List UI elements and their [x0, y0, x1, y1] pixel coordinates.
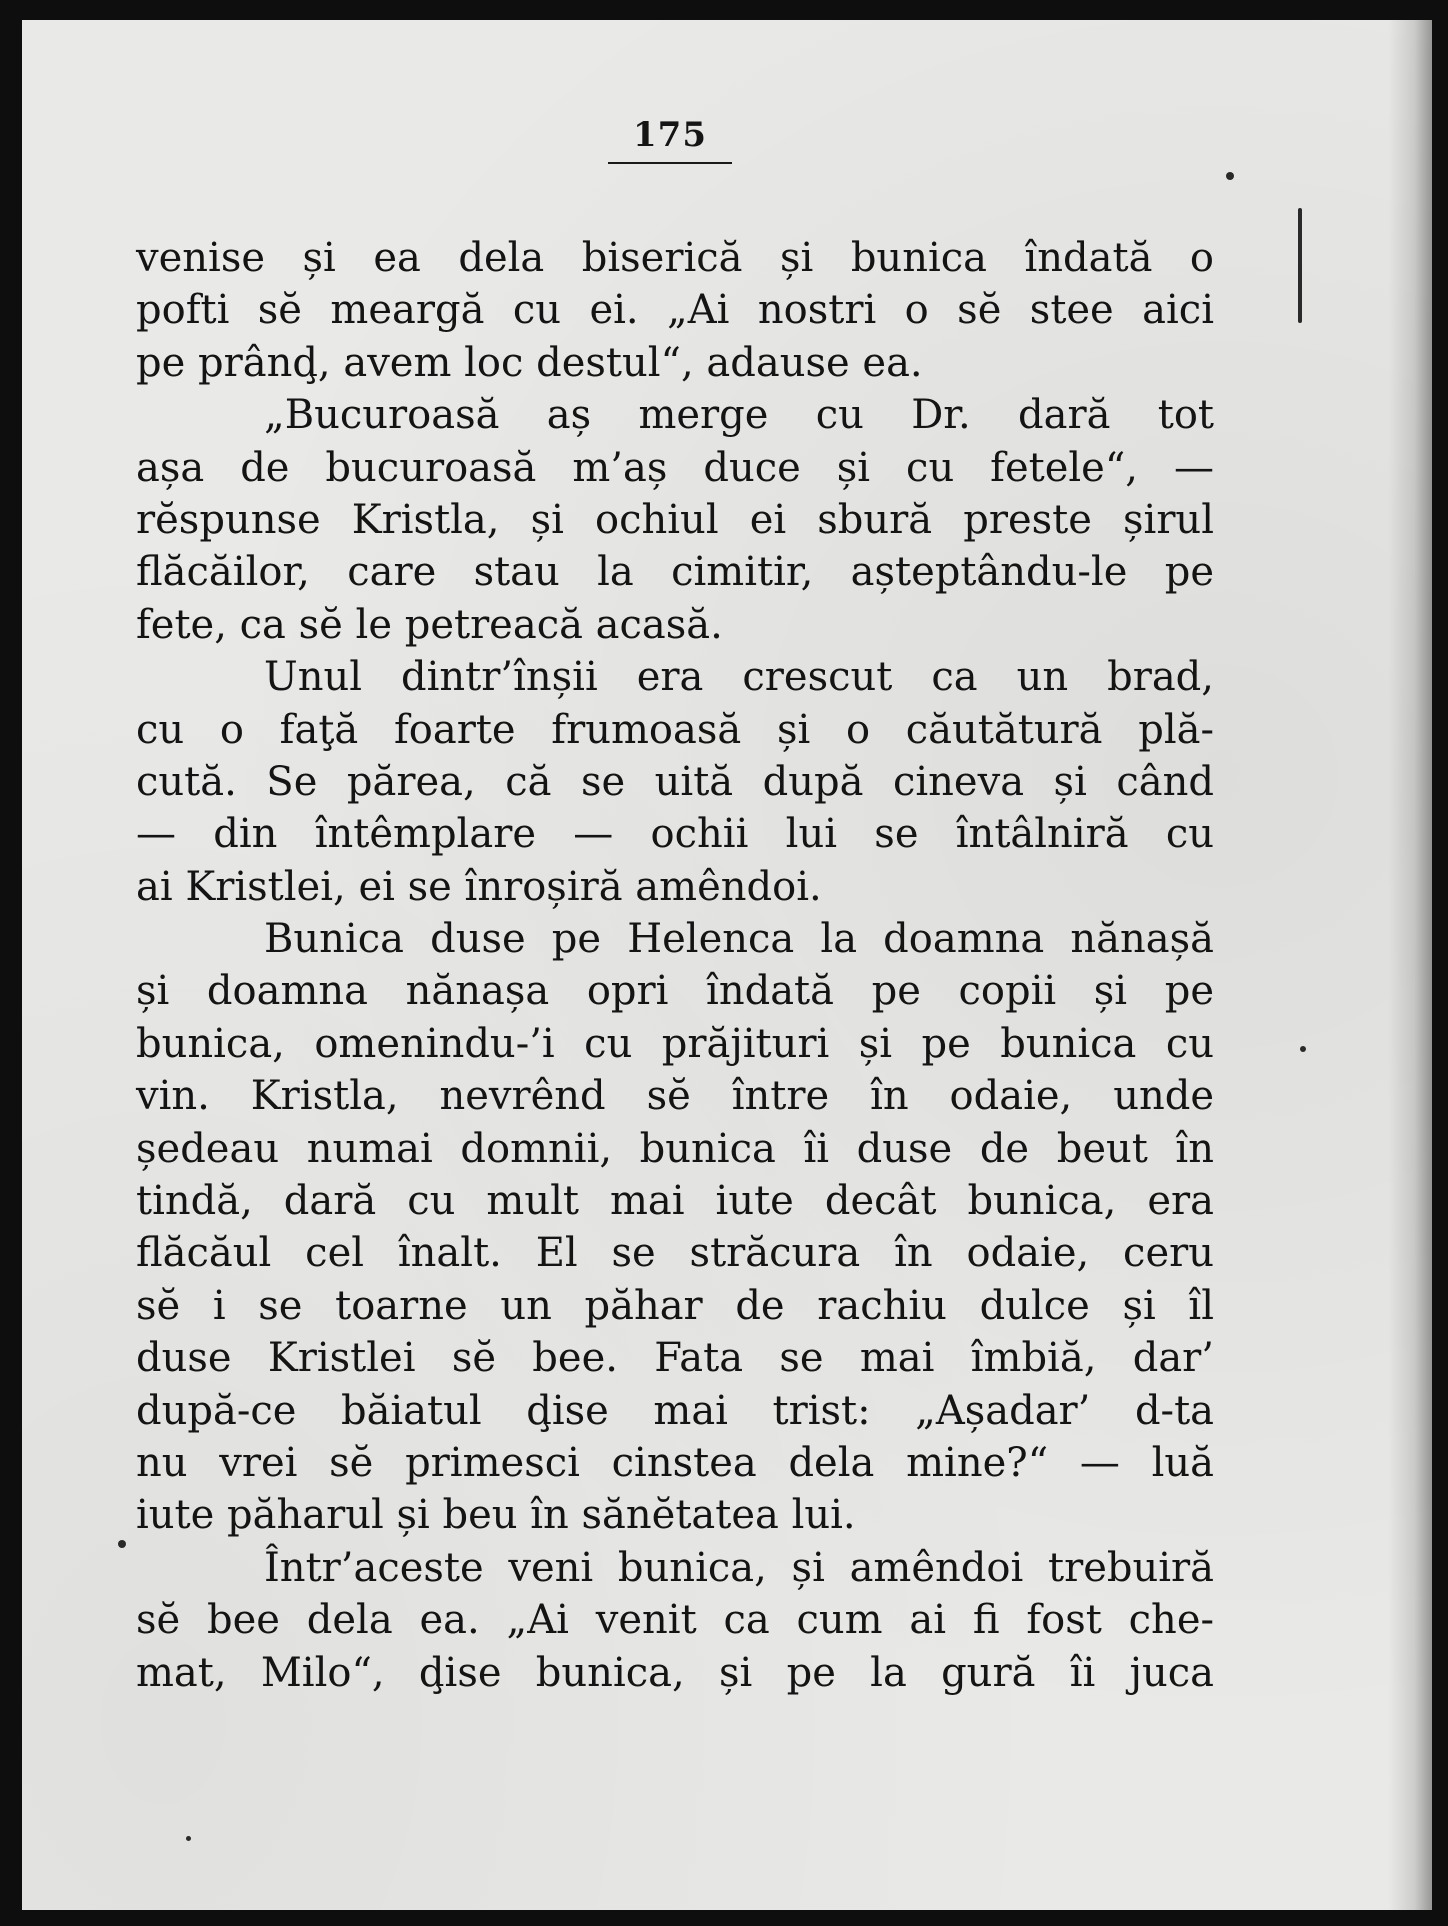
text-line: după-ce băiatul ḑise mai trist: „Așadar’ d-ta: [136, 1387, 1214, 1434]
text-line: fete, ca sĕ le petreacă acasă.: [136, 601, 723, 648]
page-edge-shadow: [1388, 20, 1432, 1910]
speck: [118, 1540, 126, 1548]
text-line: bunica, omenindu-’i cu prăjituri și pe bunica cu: [136, 1020, 1214, 1067]
text-line: sĕ i se toarne un păhar de rachiu dulce și îl: [136, 1282, 1214, 1329]
text-line: Bunica duse pe Helenca la doamna nănașă: [264, 916, 1214, 963]
margin-mark: [1298, 208, 1302, 323]
text-line: așa de bucuroasă m’aș duce și cu fetele“, —: [136, 444, 1214, 491]
text-line: flăcăul cel înalt. El se străcura în odaie, ceru: [136, 1230, 1214, 1277]
text-line: Într’aceste veni bunica, și amêndoi trebuiră: [264, 1544, 1214, 1591]
text-line: nu vrei sĕ primesci cinstea dela mine?“ — luă: [136, 1439, 1214, 1486]
text-line: pe prânḑ, avem loc destul“, adause ea.: [136, 339, 923, 386]
text-line: tindă, dară cu mult mai iute decât bunica, era: [136, 1178, 1214, 1225]
text-line: cută. Se părea, că se uită după cineva și când: [136, 758, 1214, 805]
text-line: cu o faţă foarte frumoasă și o căutătură plă-: [136, 706, 1214, 753]
text-line: iute păharul și beu în sănĕtatea lui.: [136, 1492, 856, 1539]
text-line: Unul dintr’înșii era crescut ca un brad,: [264, 654, 1214, 701]
text-line: vin. Kristla, nevrênd sĕ între în odaie, unde: [136, 1073, 1214, 1120]
text-line: rĕspunse Kristla, și ochiul ei sbură preste șirul: [136, 496, 1214, 543]
text-line: ședeau numai domnii, bunica îi duse de beut în: [136, 1125, 1214, 1172]
text-line: și doamna nănașa opri îndată pe copii și pe: [136, 968, 1214, 1015]
text-line: „Bucuroasă aș merge cu Dr. dară tot: [264, 392, 1214, 439]
speck: [186, 1836, 191, 1841]
text-line: flăcăilor, care stau la cimitir, așteptându-le pe: [136, 549, 1214, 596]
page-number: 175: [633, 115, 707, 155]
page-number-rule: [608, 162, 732, 164]
body-text: [136, 232, 1214, 1699]
text-line: ai Kristlei, ei se înroșiră amêndoi.: [136, 863, 822, 910]
text-line: mat, Milo“, ḑise bunica, și pe la gură îi juca: [136, 1649, 1214, 1696]
text-line: venise și ea dela biserică și bunica îndată o: [136, 235, 1214, 281]
text-line: pofti sĕ meargă cu ei. „Ai nostri o sĕ stee aici: [136, 287, 1214, 334]
text-line: — din întêmplare — ochii lui se întâlniră cu: [136, 811, 1214, 858]
text-line: duse Kristlei sĕ bee. Fata se mai îmbiă, dar’: [136, 1335, 1214, 1382]
text-line: sĕ bee dela ea. „Ai venit ca cum ai fi fost che-: [136, 1597, 1214, 1644]
speck: [1226, 172, 1234, 180]
speck: [1300, 1046, 1306, 1052]
